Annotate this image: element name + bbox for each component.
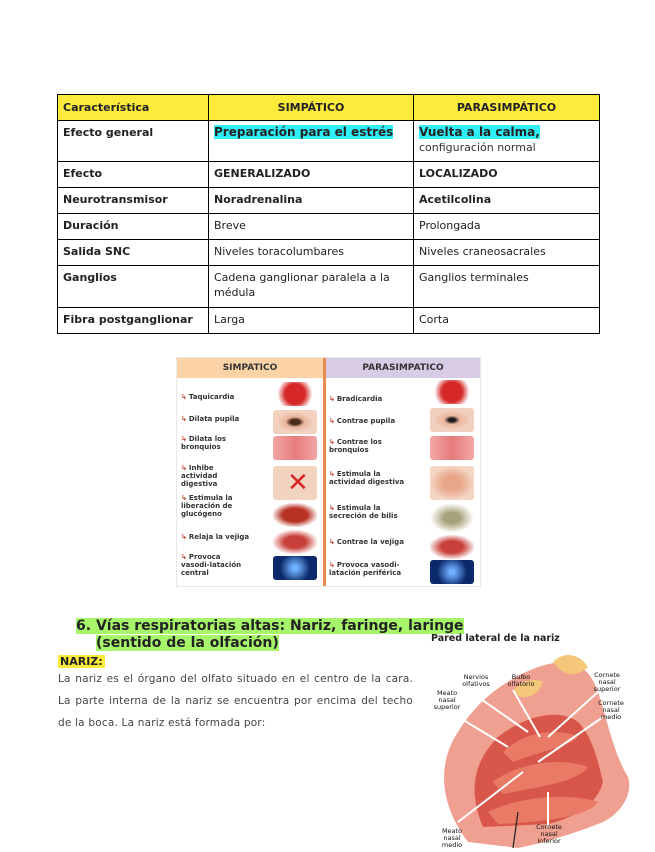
nose-diagram	[428, 652, 633, 848]
cell-simpatico: Cadena ganglionar paralela a la médula	[209, 266, 414, 308]
cell-parasimpatico: Niveles craneosacrales	[414, 240, 600, 266]
cell-parasimpatico: LOCALIZADO	[414, 162, 600, 188]
vessels-illustration	[430, 560, 474, 584]
heart-illustration	[273, 382, 317, 406]
highlight-text: Vuelta a la calma,	[419, 125, 540, 139]
liver-illustration	[273, 503, 317, 527]
bronchi-illustration	[273, 436, 317, 460]
infographic-item: ↳ Bradicardia	[329, 395, 383, 403]
highlight-text: Preparación para el estrés	[214, 125, 394, 139]
infographic-item: ↳ Provoca vasodi-latación periférica	[329, 561, 402, 577]
diagram-title: Pared lateral de la nariz	[431, 633, 560, 644]
infographic-header-simpatico: SIMPATICO	[177, 358, 323, 378]
bronchi-illustration	[430, 436, 474, 460]
header-parasimpatico: PARASIMPÁTICO	[414, 95, 600, 121]
table-row	[58, 240, 600, 266]
gallbladder-illustration	[430, 503, 474, 533]
infographic-item: ↳ Estimula la actividad digestiva	[329, 470, 405, 486]
table-row	[58, 188, 600, 214]
bladder-illustration	[273, 530, 317, 554]
autonomic-infographic	[176, 357, 481, 587]
table-row	[58, 162, 600, 188]
cell-parasimpatico: Prolongada	[414, 214, 600, 240]
digestive-illustration	[430, 466, 474, 500]
table-row	[58, 266, 600, 308]
table-row	[58, 214, 600, 240]
label-meato-superior: Meato nasal superior	[433, 689, 461, 711]
eye-illustration	[430, 408, 474, 432]
label-cornete-superior: Cornete nasal superior	[593, 671, 621, 693]
cell-parasimpatico: Corta	[414, 308, 600, 334]
heart-illustration	[430, 380, 474, 404]
row-key: Fibra postganglionar	[58, 308, 209, 334]
header-caracteristica: Característica	[58, 95, 209, 121]
infographic-divider	[323, 358, 326, 586]
table-row	[58, 308, 600, 334]
infographic-item: ↳ Dilata los bronquios	[181, 435, 227, 451]
infographic-item: ↳ Contrae los bronquios	[329, 438, 382, 454]
infographic-item: ↳ Estimula la secreción de bilis	[329, 504, 398, 520]
row-key: Ganglios	[58, 266, 209, 308]
cell-subtext: configuración normal	[419, 141, 536, 154]
infographic-item: ↳ Provoca vasodi-latación central	[181, 553, 242, 577]
label-nervios-olfativos: Nervios olfativos	[462, 673, 490, 688]
infographic-item: ↳ Contrae pupila	[329, 417, 396, 425]
row-key: Neurotransmisor	[58, 188, 209, 214]
label-cornete-medio: Cornete nasal medio	[598, 699, 624, 721]
label-meato-medio: Meato nasal medio	[441, 827, 463, 849]
row-key: Salida SNC	[58, 240, 209, 266]
bladder-illustration	[430, 535, 474, 559]
infographic-item: ↳ Contrae la vejiga	[329, 538, 404, 546]
cell-parasimpatico: Ganglios terminales	[414, 266, 600, 308]
table-row	[58, 121, 600, 162]
cell-simpatico: Breve	[209, 214, 414, 240]
row-key: Efecto	[58, 162, 209, 188]
cell-simpatico: Noradrenalina	[209, 188, 414, 214]
infographic-item: ↳ Estimula la liberación de glucógeno	[181, 494, 233, 518]
label-cornete-inferior: Cornete nasal inferior	[536, 823, 562, 845]
eye-illustration	[273, 410, 317, 434]
body-paragraph: La nariz es el órgano del olfato situado en el centro de la cara. La parte interna de la nariz se encuentra por encima del techo de la boca. La nariz está formada por:	[58, 673, 413, 729]
cell-simpatico: GENERALIZADO	[209, 162, 414, 188]
row-key: Efecto general	[58, 121, 209, 162]
table-header-row	[58, 95, 600, 121]
digestive-illustration	[273, 466, 317, 500]
cell-simpatico	[209, 121, 414, 162]
infographic-item: ↳ Dilata pupila	[181, 415, 240, 423]
subheading-nariz: NARIZ:	[60, 655, 103, 668]
row-key: Duración	[58, 214, 209, 240]
cell-simpatico: Niveles toracolumbares	[209, 240, 414, 266]
cross-icon: ✕	[287, 468, 309, 498]
infographic-header-parasimpatico: PARASIMPATICO	[326, 358, 480, 378]
vessels-illustration	[273, 556, 317, 580]
label-bulbo-olfatorio: Bulbo olfatorio	[507, 673, 535, 688]
section-title: 6. Vías respiratorias altas: Nariz, faringe, laringe (sentido de la olfación)	[76, 618, 464, 651]
header-simpatico: SIMPÁTICO	[209, 95, 414, 121]
cell-simpatico: Larga	[209, 308, 414, 334]
cell-parasimpatico: Acetilcolina	[414, 188, 600, 214]
infographic-item: ↳ Relaja la vejiga	[181, 533, 250, 541]
cell-parasimpatico	[414, 121, 600, 162]
infographic-item: ↳ Inhibe actividad digestiva	[181, 464, 218, 488]
comparison-table	[57, 94, 600, 334]
infographic-item: ↳ Taquicardia	[181, 393, 235, 401]
